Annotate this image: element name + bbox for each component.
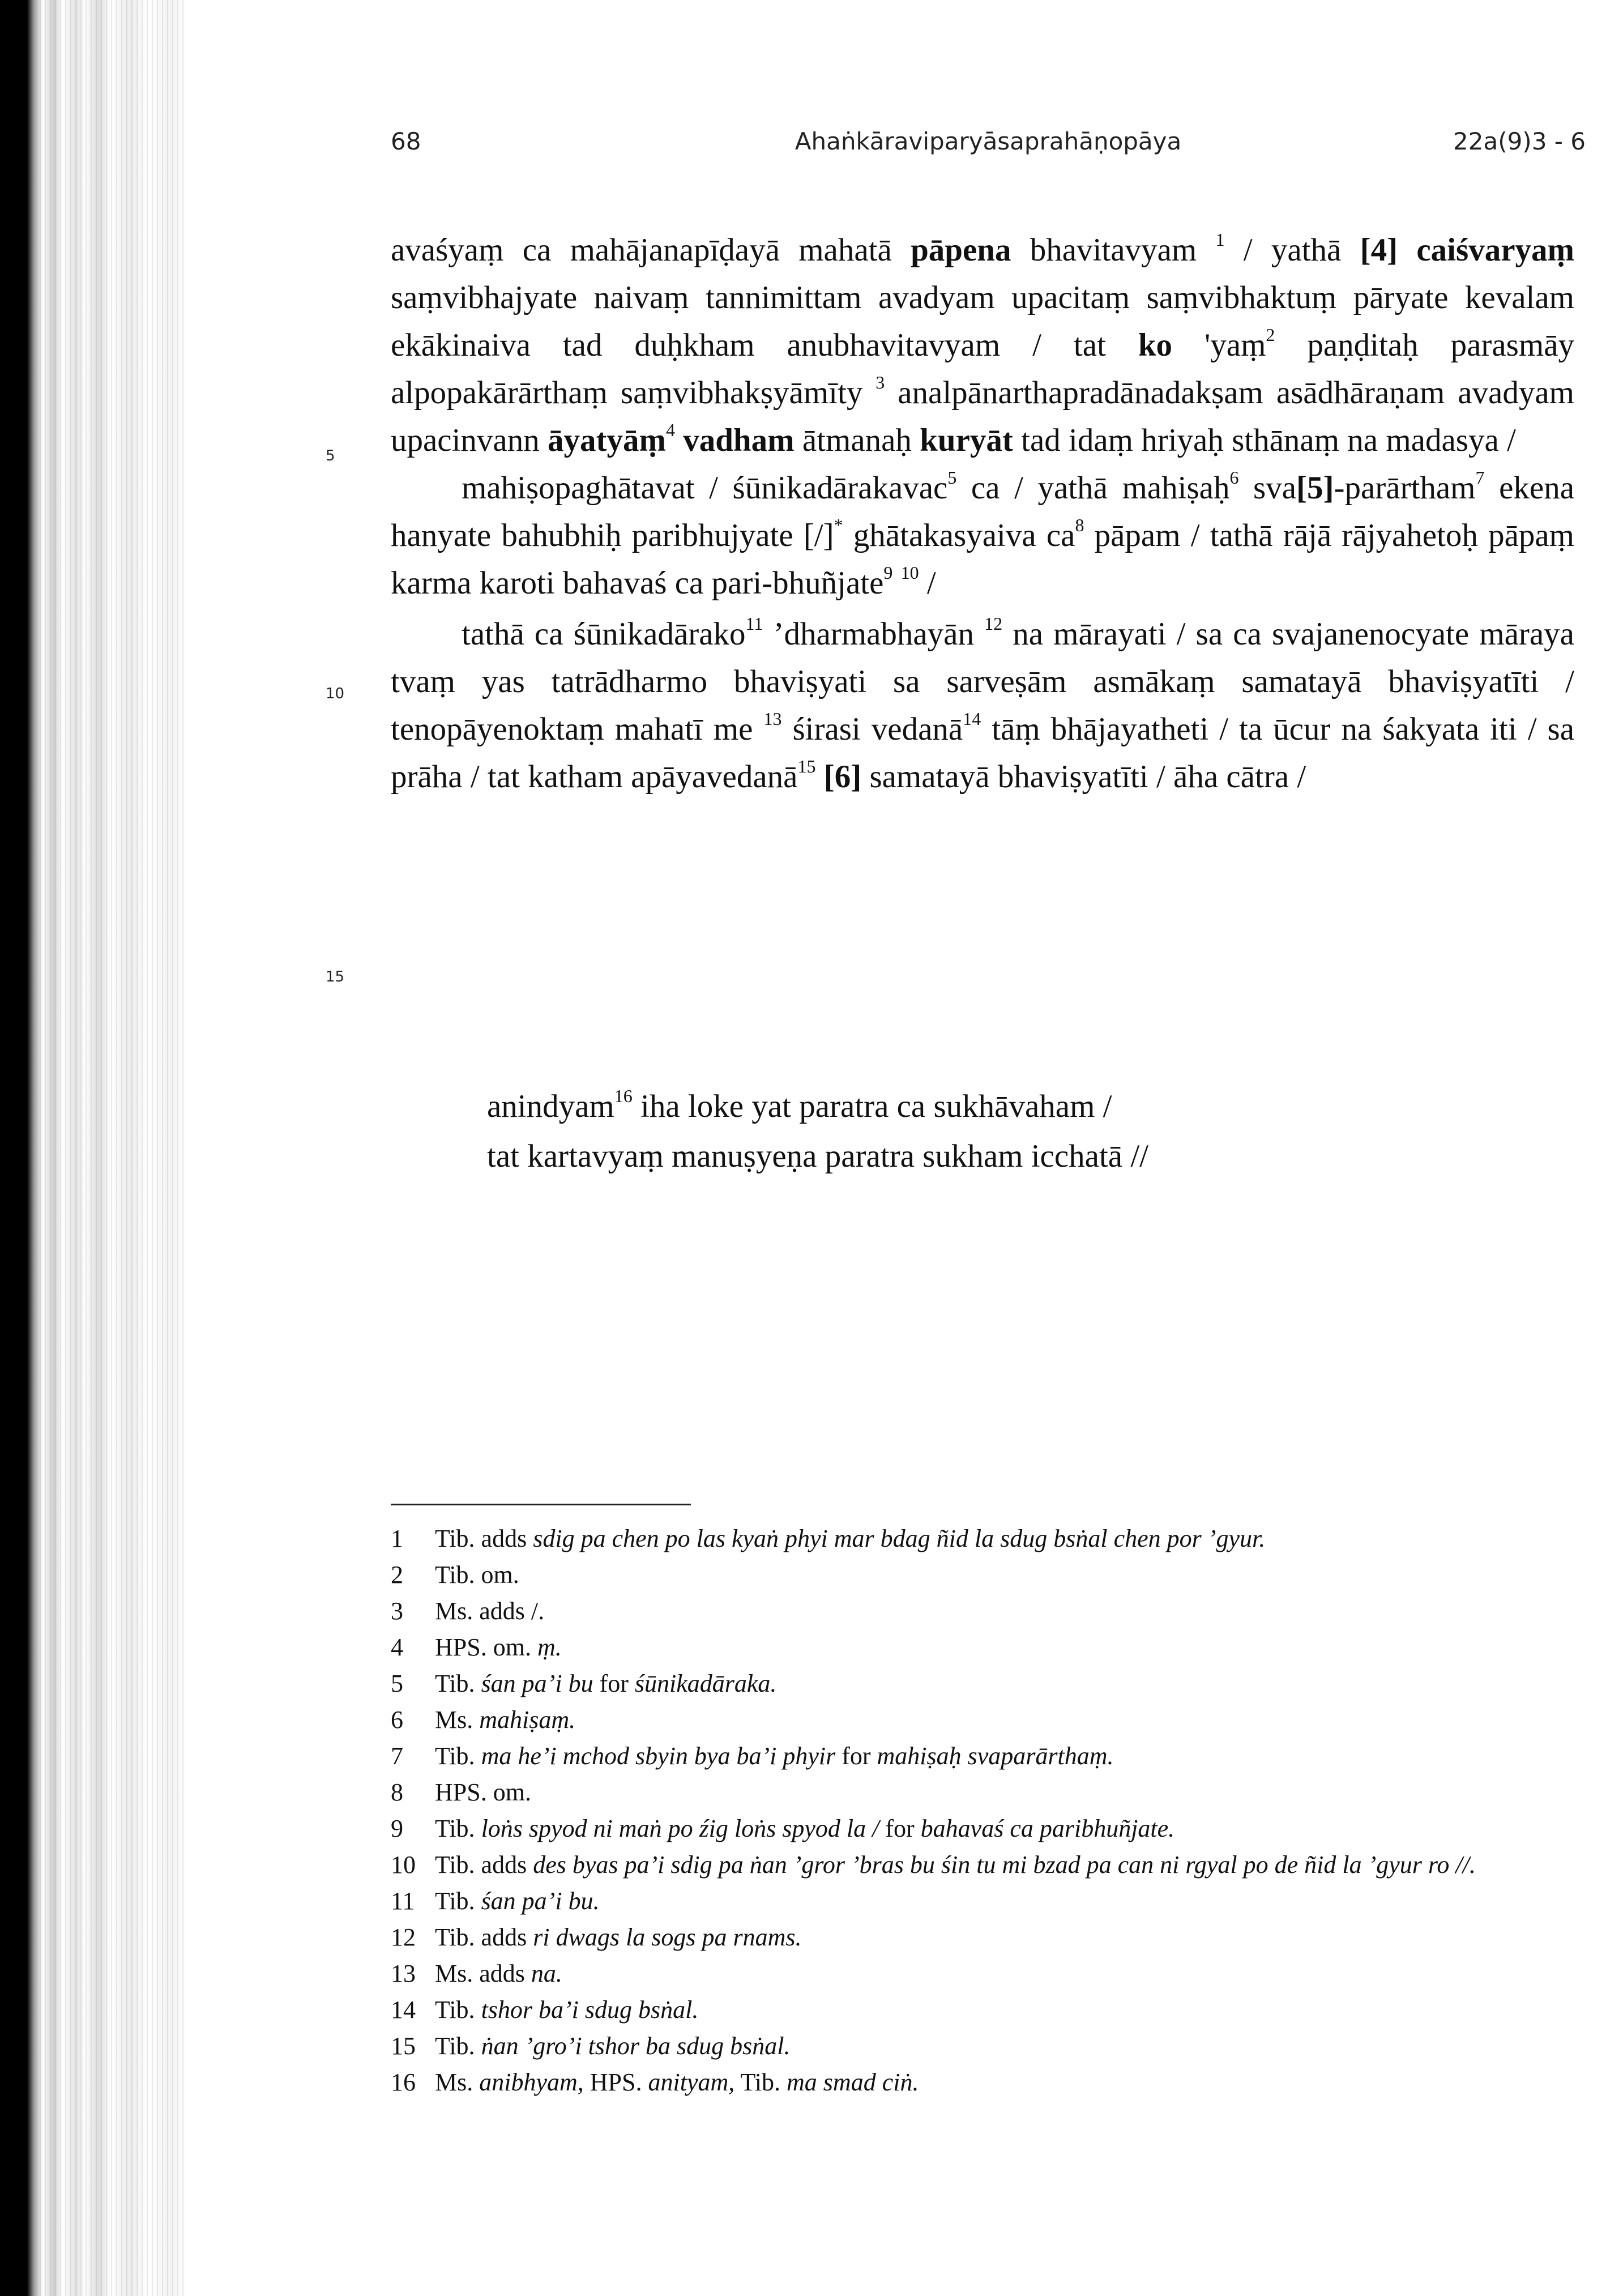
note-ref: 16 xyxy=(614,1086,633,1106)
footnote-number: 3 xyxy=(391,1597,403,1625)
footnote-number: 12 xyxy=(391,1923,416,1951)
footnote-5: 5 Tib. śan pa’i bu for śūnikadāraka. xyxy=(391,1666,1580,1702)
verse-line-2: tat kartavyaṃ manuṣyeṇa paratra sukham icchatā // xyxy=(487,1138,1148,1174)
footnote-number: 7 xyxy=(391,1742,403,1770)
verse xyxy=(487,1082,1148,1181)
footnote-number: 15 xyxy=(391,2032,416,2060)
page-number: 68 xyxy=(391,127,421,155)
footnotes xyxy=(391,1521,1580,2101)
footnote-number: 4 xyxy=(391,1633,403,1661)
footnote-6: 6 Ms. mahiṣaṃ. xyxy=(391,1702,1580,1738)
footnote-number: 13 xyxy=(391,1960,416,1987)
note-ref: 3 xyxy=(875,372,885,392)
note-ref: 13 xyxy=(763,709,782,729)
paragraph-1: avaśyaṃ ca mahājanapīḍayā mahatā pāpena bhavitavyam $^1$ / yathā [4] caiśvaryaṃ saṃvibhajyate naivaṃ tannimittam avadyam upacitaṃ saṃvibhaktuṃ pāryate kevalam ekākinaiva tad duḥkham anubhavitavyam / tat ko 'yaṃ$^2$ paṇḍitaḥ parasmāy alpopakārārthaṃ saṃvibhakṣyāmīty $^3$ analpānarthapradānadakṣam asādhāraṇam avadyam upacinvann āyatyāṃ$^4$ vadham ātmanaḥ kuryāt tad idaṃ hriyaḥ sthānaṃ na madasya / xyxy=(391,229,1574,458)
footnote-number: 2 xyxy=(391,1561,403,1589)
note-ref: 6 xyxy=(1229,467,1239,488)
note-ref: 12 xyxy=(984,613,1003,634)
verse-line-1: anindyam$^{16}$ iha loke yat paratra ca sukhāvaham / xyxy=(487,1086,1112,1124)
footnote-number: 6 xyxy=(391,1706,403,1734)
footnote-number: 10 xyxy=(391,1851,416,1879)
note-ref: 4 xyxy=(665,420,675,440)
footnote-13: 13 Ms. adds na. xyxy=(391,1956,1580,1992)
footnote-4: 4 HPS. om. ṃ. xyxy=(391,1629,1580,1666)
footnote-number: 14 xyxy=(391,1996,416,2024)
note-ref: 5 xyxy=(947,467,957,488)
note-ref: 14 xyxy=(963,709,981,729)
footnote-number: 16 xyxy=(391,2068,416,2096)
note-ref: 7 xyxy=(1475,467,1485,488)
line-number-5: 5 xyxy=(326,447,335,464)
note-ref: 9 xyxy=(883,562,893,583)
note-ref: 10 xyxy=(900,562,919,583)
line-number-15: 15 xyxy=(326,968,345,985)
running-head xyxy=(391,127,1586,161)
footnote-number: 1 xyxy=(391,1525,403,1552)
footnote-1: 1 Tib. adds sdig pa chen po las kyaṅ phyi mar bdag ñid la sdug bsṅal chen por ’gyur. xyxy=(391,1521,1580,1557)
footnote-15: 15 Tib. ṅan ’gro’i tshor ba sdug bsṅal. xyxy=(391,2028,1580,2064)
line-number-10: 10 xyxy=(326,685,345,702)
page-edge-stripes xyxy=(40,0,187,2296)
note-ref: 1 xyxy=(1215,229,1225,250)
folio-reference: 22a(9)3 - 6 xyxy=(1453,127,1586,155)
paragraph-2: mahiṣopaghātavat / śūnikadārakavac$^5$ ca / yathā mahiṣaḥ$^6$ sva[5]-parārtham$^7$ ekena hanyate bahubhiḥ paribhujyate [/]* ghātakasyaiva $ca^8$ pāpam / tathā rājā rājyahetoḥ pāpaṃ karma karoti bahavaś ca pari-bhuñjate$^9$ $^{10}$ / xyxy=(391,467,1575,601)
note-ref: 11 xyxy=(745,613,763,634)
footnote-14: 14 Tib. tshor ba’i sdug bsṅal. xyxy=(391,1992,1580,2028)
note-ref: 2 xyxy=(1266,325,1275,345)
footnote-9: 9 Tib. loṅs spyod ni maṅ po źig loṅs spyod la / for bahavaś ca paribhuñjate. xyxy=(391,1811,1580,1847)
footnote-7: 7 Tib. ma he’i mchod sbyin bya ba’i phyir for mahiṣaḥ svaparārthaṃ. xyxy=(391,1738,1580,1774)
footnote-11: 11 Tib. śan pa’i bu. xyxy=(391,1883,1580,1919)
running-title: Ahaṅkāraviparyāsaprahāṇopāya xyxy=(795,127,1182,155)
footnote-2: 2 Tib. om. xyxy=(391,1557,1580,1593)
note-ref: 15 xyxy=(797,756,816,776)
note-ref: 8 xyxy=(1075,515,1084,535)
footnote-16: 16 Ms. anibhyam, HPS. anityam, Tib. ma smad ciṅ. xyxy=(391,2064,1580,2101)
footnote-number: 9 xyxy=(391,1815,403,1842)
footnote-number: 11 xyxy=(391,1887,415,1915)
footnote-8: 8 HPS. om. xyxy=(391,1774,1580,1811)
footnote-3: 3 Ms. adds /. xyxy=(391,1593,1580,1629)
footnote-number: 5 xyxy=(391,1670,403,1697)
footnote-10: 10 Tib. adds des byas pa’i sdig pa ṅan ’gror ’bras bu śin tu mi bzad pa can ni rgyal po de ñid la ’gyur ro //. xyxy=(391,1847,1580,1883)
footnote-rule xyxy=(391,1504,691,1505)
note-ref: * xyxy=(834,515,843,535)
main-text xyxy=(391,227,1574,801)
footnote-number: 8 xyxy=(391,1778,403,1806)
paragraph-3: tathā ca śūnikadārako$^{11}$ ’dharmabhayān $^{12}$ na mārayati / sa ca svajanenocyate māraya tvaṃ yas tatrādharmo bhaviṣyati sa sarveṣām asmākaṃ samatayā bhaviṣyatīti / tenopāyenoktaṃ mahatī me $^{13}$ śirasi vedanā$^{14}$ tāṃ bhājayatheti / ta ūcur na śakyata iti / sa prāha / tat katham apāyavedanā$^{15}$ [6] samatayā bhaviṣyatīti / āha cātra / xyxy=(391,613,1575,795)
footnote-12: 12 Tib. adds ri dwags la sogs pa rnams. xyxy=(391,1919,1580,1956)
